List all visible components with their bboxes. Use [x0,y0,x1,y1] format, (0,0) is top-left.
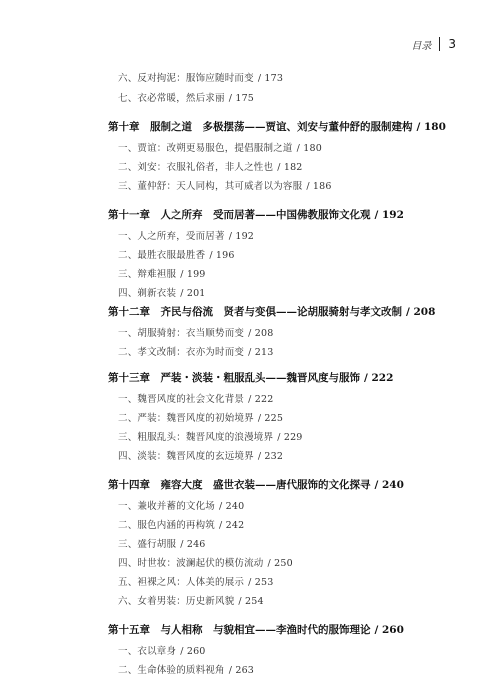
toc-page-ref: / 232 [257,451,284,462]
toc-page-ref: / 240 [219,501,245,512]
toc-page-ref: / 192 [228,231,255,242]
toc-section[interactable] [118,391,273,405]
toc-section[interactable] [118,228,254,242]
toc-section[interactable] [118,140,322,154]
toc-page-ref: / 222 [364,372,394,384]
toc-page-ref: / 182 [277,162,303,173]
toc-section-title: 三、粗服乱头：魏晋风度的浪漫境界 [118,432,274,443]
toc-section-title: 二、刘安：衣服礼俗者，非人之性也 [118,162,274,173]
toc-section-title: 六、女着男装：历史新风貌 [118,596,235,607]
toc-section-title: 四、淡装：魏晋风度的玄远境界 [118,451,254,462]
toc-chapter-title: 第十四章 雍容大度 盛世衣装——唐代服饰的文化探寻 [108,479,371,491]
toc-section[interactable] [118,555,293,569]
toc-page-ref: / 186 [306,181,332,192]
toc-page-ref: / 173 [257,73,284,84]
toc-section[interactable] [118,70,283,84]
toc-page-ref: / 180 [296,143,322,154]
toc-page-ref: / 213 [248,347,274,358]
toc-section-title: 五、袒裸之风：人体美的展示 [118,577,245,588]
toc-section[interactable] [118,498,244,512]
toc-page-ref: / 180 [416,121,446,133]
toc-chapter[interactable] [108,370,393,385]
toc-section-title: 六、反对拘泥：服饰应随时而变 [118,73,254,84]
toc-section-title: 七、衣必常暖，然后求丽 [118,93,225,104]
toc-page-ref: / 260 [374,624,404,636]
toc-chapter[interactable] [108,119,446,134]
toc-page-ref: / 263 [228,665,255,676]
toc-section-title: 一、衣以章身 [118,646,177,657]
toc-page-ref: / 240 [374,479,404,491]
toc-page-ref: / 253 [248,577,274,588]
toc-section[interactable] [118,410,283,424]
toc-section[interactable] [118,536,206,550]
toc-section[interactable] [118,448,283,462]
toc-section-title: 四、剃新衣装 [118,288,177,299]
toc-section-title: 三、董仲舒：天人同构，其可威者以为容服 [118,181,303,192]
toc-section[interactable] [118,662,254,676]
toc-page-ref: / 196 [209,250,235,261]
toc-chapter[interactable] [108,304,435,319]
toc-section[interactable] [118,178,332,192]
toc-section-title: 二、最胜衣服最胜香 [118,250,206,261]
toc-section[interactable] [118,344,273,358]
toc-page-ref: / 175 [228,93,255,104]
toc-section[interactable] [118,266,206,280]
toc-page-ref: / 192 [374,209,404,221]
toc-section-title: 一、魏晋风度的社会文化背景 [118,394,245,405]
toc-section[interactable] [118,574,273,588]
toc-section-title: 二、生命体验的质料视角 [118,665,225,676]
toc-section-title: 一、人之所弃，受而居著 [118,231,225,242]
toc-section[interactable] [118,325,273,339]
toc-section-title: 一、胡服骑射：衣当顺势而变 [118,328,245,339]
toc-chapter[interactable] [108,207,404,222]
toc-section-title: 三、盛行胡服 [118,539,177,550]
toc-section-title: 二、严装：魏晋风度的初始境界 [118,413,254,424]
toc-section-title: 三、辩难袒服 [118,269,177,280]
toc-page-ref: / 250 [267,558,293,569]
toc-page-ref: / 242 [219,520,245,531]
toc-section-title: 四、时世妆：波澜起伏的模仿流动 [118,558,264,569]
toc-section[interactable] [118,429,303,443]
toc-chapter-title: 第十一章 人之所弃 受而居著——中国佛教服饰文化观 [108,209,371,221]
toc-chapter-title: 第十二章 齐民与俗流 贤者与变俱——论胡服骑射与孝文改制 [108,306,402,318]
toc-chapter-title: 第十三章 严装・淡装・粗服乱头——魏晋风度与服饰 [108,372,360,384]
page-number: 3 [448,37,456,51]
toc-page-ref: / 208 [248,328,274,339]
toc-chapter-title: 第十五章 与人相称 与貌相宜——李渔时代的服饰理论 [108,624,371,636]
toc-section-title: 二、孝文改制：衣亦为时而变 [118,347,245,358]
running-title: 目录 [411,40,432,52]
toc-section-title: 一、贾谊：改朔更易服色，提倡服制之道 [118,143,293,154]
toc-page-ref: / 229 [277,432,303,443]
toc-page-ref: / 254 [238,596,264,607]
toc-section[interactable] [118,90,254,104]
toc-section[interactable] [118,517,244,531]
toc-chapter-title: 第十章 服制之道 多极摆荡——贾谊、刘安与董仲舒的服制建构 [108,121,413,133]
toc-page-ref: / 199 [180,269,206,280]
toc-chapter[interactable] [108,622,404,637]
toc-section[interactable] [118,159,303,173]
toc-section[interactable] [118,247,235,261]
running-header [411,36,456,52]
header-divider [439,37,440,51]
toc-section[interactable] [118,593,264,607]
toc-section[interactable] [118,285,206,299]
toc-section-title: 二、服色内涵的再构筑 [118,520,216,531]
toc-section[interactable] [118,643,206,657]
toc-page-ref: / 222 [248,394,274,405]
toc-page-ref: / 201 [180,288,206,299]
toc-page-ref: / 208 [406,306,436,318]
toc-chapter[interactable] [108,477,404,492]
toc-page-ref: / 225 [257,413,284,424]
toc-page-ref: / 260 [180,646,206,657]
toc-section-title: 一、兼收并蓄的文化场 [118,501,216,512]
toc-page-ref: / 246 [180,539,206,550]
